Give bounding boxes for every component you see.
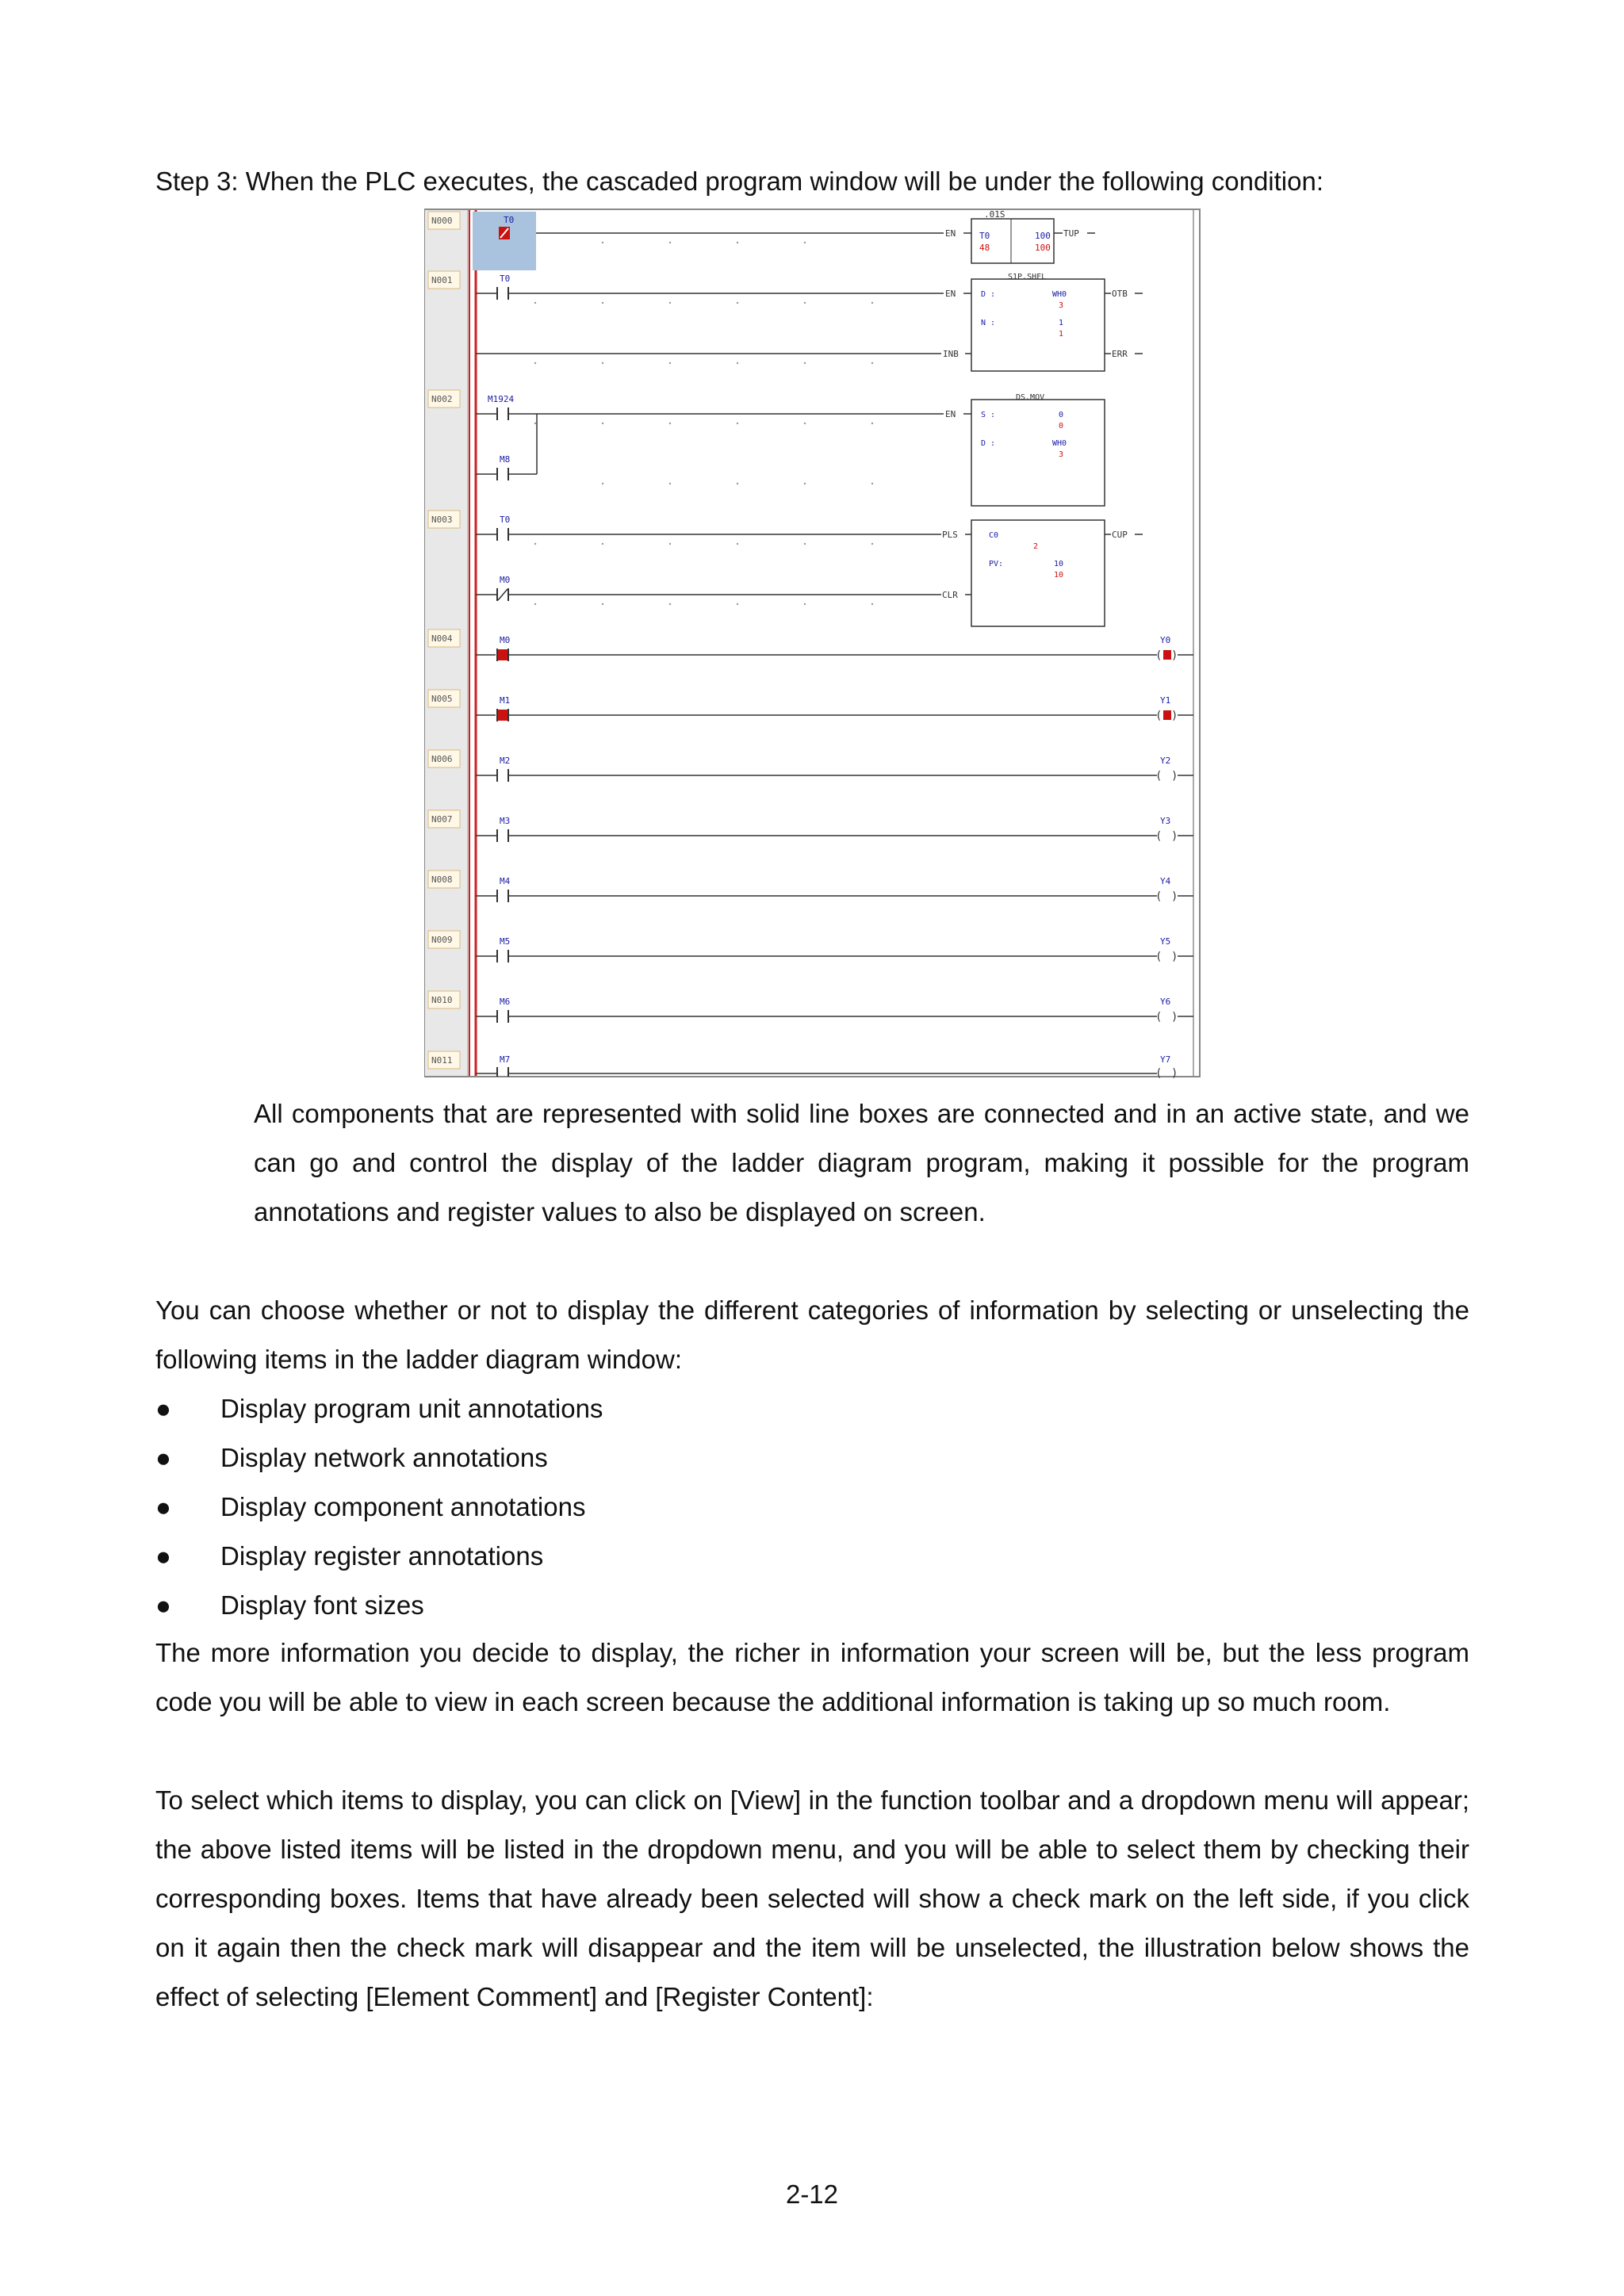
- network-label: N010: [431, 995, 453, 1005]
- shift-d-value: WH0: [1052, 290, 1067, 299]
- network-label: N005: [431, 694, 453, 704]
- svg-text:(: (: [1155, 1067, 1162, 1080]
- svg-text:): ): [1171, 1067, 1178, 1080]
- select-items-paragraph: To select which items to display, you can click on [View] in the function toolbar and a dropdown menu will appear; the above listed items will be listed in the dropdown menu, and you will be able to select them by checking their corresponding boxes. Items that have already been selected will show a check mark on the left side, if you click on it again then the check mark will disappear and the item will be unselected, the illustration below shows the effect of selecting [Element Comment] and [Register Content]:: [155, 1785, 1469, 2011]
- list-item-text: Display font sizes: [220, 1590, 424, 1620]
- svg-text:(: (: [1155, 649, 1162, 662]
- bullet-icon: ●: [155, 1394, 171, 1423]
- contact-label: T0: [500, 515, 511, 525]
- active-contact-icon: [497, 710, 508, 721]
- svg-text:(: (: [1155, 830, 1162, 843]
- choose-paragraph: You can choose whether or not to display the different categories of information by selecting or unselecting the following items in the ladder diagram window:: [155, 1295, 1469, 1374]
- list-item: [155, 1581, 1469, 1630]
- counter-pv-value: 10: [1054, 560, 1064, 568]
- svg-text:(: (: [1155, 770, 1162, 783]
- shift-d-value-2: 3: [1059, 301, 1064, 310]
- list-item-text: Display register annotations: [220, 1541, 544, 1571]
- list-item: [155, 1483, 1469, 1532]
- coil-label: Y6: [1160, 997, 1171, 1007]
- pin-label: PLS: [942, 530, 958, 540]
- display-options-list: [155, 1384, 1469, 1630]
- contact-label: M4: [500, 876, 511, 886]
- svg-text:): ): [1171, 890, 1178, 903]
- components-paragraph: All components that are represented with solid line boxes are connected and in an active state, and we can go and control the display of the ladder diagram program, making it possible for the program annotations and register values to also be displayed on screen.: [254, 1099, 1469, 1226]
- counter-current: 2: [1033, 542, 1039, 551]
- coil-label: Y1: [1160, 695, 1171, 706]
- network-label: N004: [431, 633, 453, 644]
- contact-label: T0: [504, 215, 515, 225]
- svg-text:(: (: [1155, 1011, 1162, 1024]
- network-label: N001: [431, 275, 453, 285]
- pin-label: INB: [943, 349, 959, 359]
- page-number: 2-12: [785, 2179, 839, 2209]
- network-label: N008: [431, 874, 453, 885]
- contact-label: M1: [500, 695, 511, 706]
- active-coil-icon: [1163, 710, 1171, 720]
- mov-d-value-2: 3: [1059, 450, 1064, 459]
- coil-label: Y5: [1160, 936, 1171, 947]
- shift-n-value-2: 1: [1059, 330, 1064, 339]
- timer-set-value: 100: [1035, 231, 1051, 241]
- timer-set-value-2: 100: [1035, 243, 1051, 253]
- network-label: N009: [431, 935, 453, 945]
- mov-d-label: D :: [981, 439, 996, 448]
- block-title: DS.MOV: [1016, 393, 1045, 402]
- contact-label: M8: [500, 454, 511, 465]
- svg-text:): ): [1171, 770, 1178, 783]
- list-item-text: Display network annotations: [220, 1443, 548, 1472]
- svg-text:(: (: [1155, 890, 1162, 903]
- svg-text:): ): [1171, 710, 1178, 722]
- timer-current: 48: [979, 243, 990, 253]
- timer-block: [971, 219, 1054, 263]
- counter-pv-value-2: 10: [1054, 571, 1064, 580]
- list-item: [155, 1433, 1469, 1483]
- coil-label: Y3: [1160, 816, 1171, 826]
- svg-text:): ): [1171, 1011, 1178, 1024]
- pin-label: ERR: [1112, 349, 1128, 359]
- svg-text:(: (: [1155, 951, 1162, 963]
- svg-text:): ): [1171, 649, 1178, 662]
- pin-label: TUP: [1063, 228, 1079, 239]
- contact-label: M1924: [488, 394, 515, 404]
- more-info-paragraph: The more information you decide to display, the richer in information your screen will be, but the less program code you will be able to view in each screen because the additional information is taking up so much room.: [155, 1638, 1469, 1716]
- block-title: S1P.SHFL: [1008, 273, 1047, 281]
- list-item: [155, 1384, 1469, 1433]
- svg-text:): ): [1171, 830, 1178, 843]
- mov-s-value-2: 0: [1059, 422, 1064, 430]
- pin-label: EN: [945, 228, 956, 239]
- bullet-icon: ●: [155, 1492, 171, 1521]
- mov-d-value: WH0: [1052, 439, 1067, 448]
- list-item: [155, 1532, 1469, 1581]
- bullet-icon: ●: [155, 1541, 171, 1571]
- pin-label: EN: [945, 289, 956, 299]
- contact-label: M0: [500, 635, 511, 645]
- bullet-icon: ●: [155, 1590, 171, 1620]
- contact-label: M3: [500, 816, 511, 826]
- coil-label: Y7: [1160, 1054, 1171, 1065]
- coil-label: Y0: [1160, 635, 1171, 645]
- network-label: N003: [431, 515, 453, 525]
- mov-s-value: 0: [1059, 411, 1064, 419]
- list-item-text: Display component annotations: [220, 1492, 586, 1521]
- mov-s-label: S :: [981, 411, 996, 419]
- ladder-diagram-figure: [424, 208, 1201, 1080]
- network-label: N011: [431, 1055, 453, 1066]
- coil-label: Y4: [1160, 876, 1171, 886]
- counter-name: C0: [989, 531, 999, 540]
- svg-text:): ): [1171, 951, 1178, 963]
- block-title: .01S: [984, 209, 1005, 220]
- network-label: N006: [431, 754, 453, 764]
- bullet-icon: ●: [155, 1443, 171, 1472]
- list-item-text: Display program unit annotations: [220, 1394, 603, 1423]
- step-heading: Step 3: When the PLC executes, the cascaded program window will be under the following condition:: [155, 166, 1324, 196]
- active-coil-icon: [1163, 650, 1171, 660]
- contact-label: M2: [500, 756, 511, 766]
- contact-label: M7: [500, 1054, 511, 1065]
- network-label: N000: [431, 216, 453, 226]
- shift-d-label: D :: [981, 290, 996, 299]
- shift-n-value: 1: [1059, 319, 1064, 327]
- shift-n-label: N :: [981, 319, 996, 327]
- pin-label: OTB: [1112, 289, 1128, 299]
- network-label: N007: [431, 814, 453, 825]
- pin-label: EN: [945, 409, 956, 419]
- svg-text:(: (: [1155, 710, 1162, 722]
- timer-name: T0: [979, 231, 990, 241]
- contact-label: M6: [500, 997, 511, 1007]
- pin-label: CLR: [942, 590, 958, 600]
- coil-label: Y2: [1160, 756, 1171, 766]
- contact-label: M5: [500, 936, 511, 947]
- contact-label: M0: [500, 575, 511, 585]
- pin-label: CUP: [1112, 530, 1128, 540]
- active-contact-icon: [497, 649, 508, 660]
- counter-pv-label: PV:: [989, 560, 1004, 568]
- contact-label: T0: [500, 274, 511, 284]
- network-label: N002: [431, 394, 453, 404]
